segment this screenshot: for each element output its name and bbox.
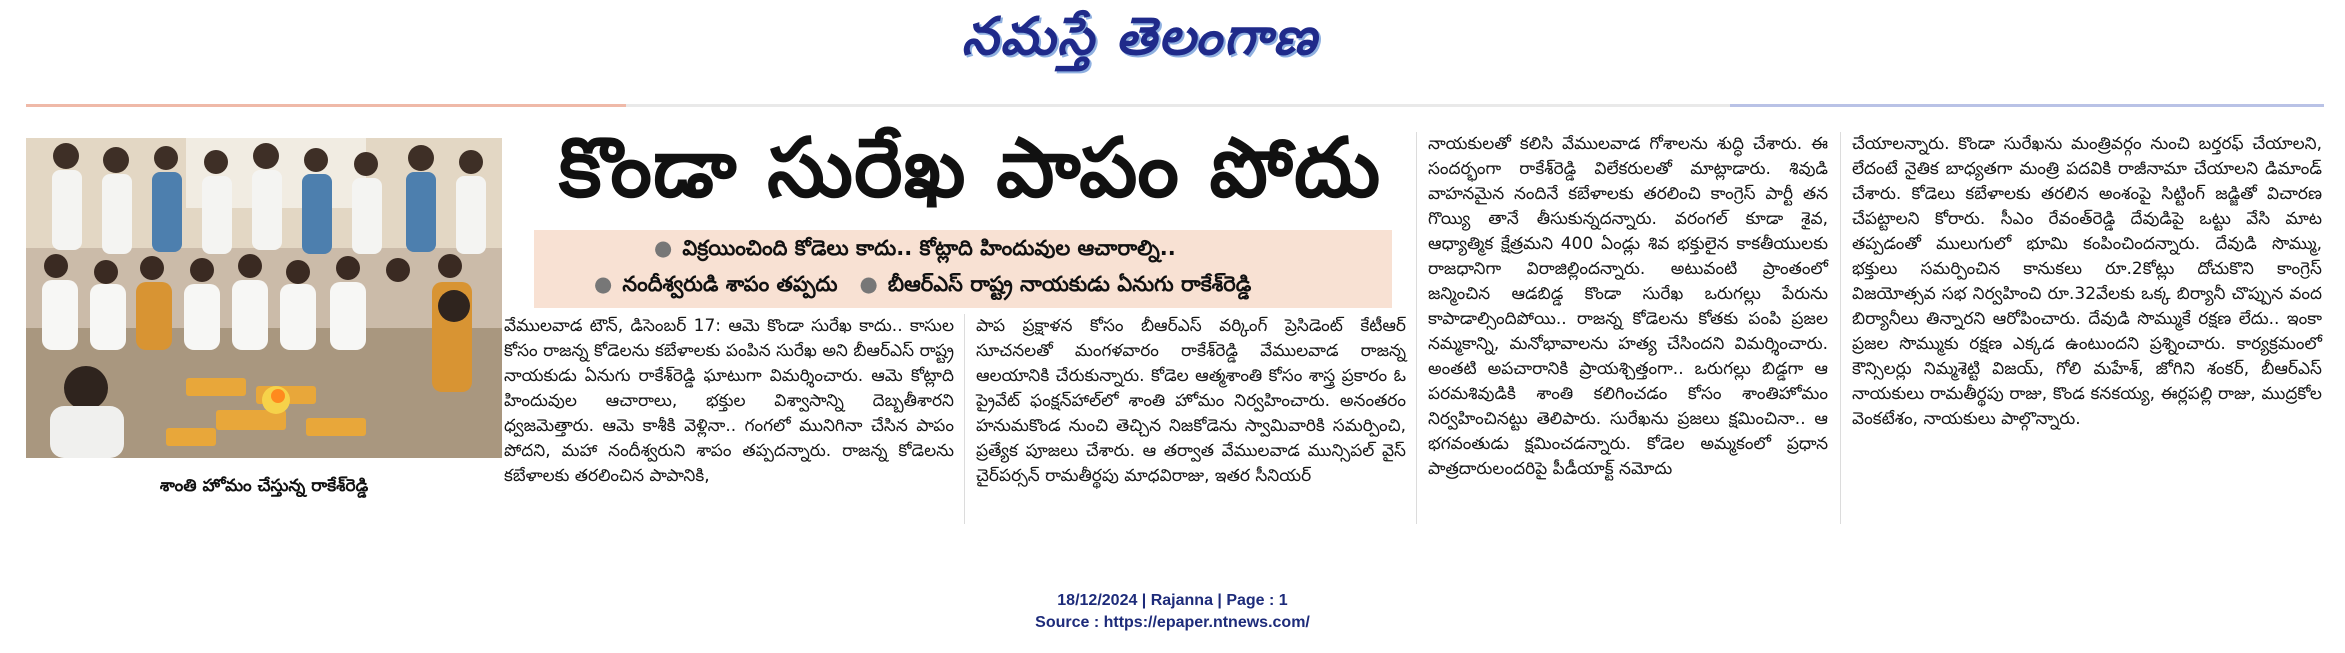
deck-line-2a-text: నందీశ్వరుడి శాపం తప్పదు <box>622 272 838 296</box>
column-divider <box>1840 132 1841 524</box>
article-column-4: చేయాలన్నారు. కొండా సురేఖను మంత్రివర్గం నుంచి బర్తరఫ్ చేయాలని, లేదంటే నైతిక బాధ్యతగా మంత్రి పదవికి రాజీనామా చేయాలని డిమాండ్ చేశారు. కోడెలు కబేళాలకు తరలిన అంశంపై సిట్టింగ్ జడ్జితో విచారణ చేపట్టాలని కోరారు. సీఎం రేవంత్‌రెడ్డి దేవుడిపై ఒట్టు వేసి మాట తప్పడంతో ములుగులో భూమి కంపించిందన్నారు. దేవుడి సొమ్ము, భక్తులు సమర్పించిన కానుకలు రూ.2కోట్లు దోచుకొని కాంగ్రెస్ విజయోత్సవ సభ నిర్వహించి రూ.32వేలకు ఒక్క బిర్యానీ చొప్పున వంద బిర్యానీలు తిన్నారని ఆరోపించారు. దేవుడి సొమ్ముకే రక్షణ లేదు.. ఇంకా ప్రజల సొమ్ముకు రక్షణ ఎక్కడ ఉంటుందని ప్రశ్నించారు. కార్యక్రమంలో కౌన్సిలర్లు నిమ్మశెట్టి విజయ్, గోలి మహేశ్, జోగిని శంకర్, బీఆర్‌ఎస్ నాయకులు రామతీర్థపు రాజు, కొండ కనకయ్య, ఈర్లపల్లి రాజు, ముద్రకోల వెంకటేశం, నాయకులు పాల్గొన్నారు. <box>1852 134 2322 429</box>
column-divider <box>964 314 965 524</box>
deck-line-2 <box>594 272 1251 302</box>
article-deck <box>534 230 1392 308</box>
footer-date-page: 18/12/2024 | Rajanna | Page : 1 <box>1057 592 1288 609</box>
deck-line-2b-text: బీఆర్‌ఎస్ రాష్ట్ర నాయకుడు ఏనుగు రాకేశ్‌రెడ్డి <box>887 272 1252 296</box>
news-photo <box>26 138 502 458</box>
masthead-title: నమస్తే తెలంగాణ <box>961 6 1319 67</box>
masthead-rule-middle <box>626 104 1730 107</box>
bullet-icon: ● <box>654 236 673 260</box>
bullet-icon: ● <box>859 272 878 296</box>
article-column-3: నాయకులతో కలిసి వేములవాడ గోశాలను శుద్ధి చేశారు. ఈ సందర్భంగా రాకేశ్‌రెడ్డి విలేకరులతో మాట్లాడారు. శివుడి వాహనమైన నందినే కబేళాలకు తరలించి కాంగ్రెస్ పార్టీ తన గొయ్యి తానే తీసుకున్నదన్నారు. వరంగల్ కూడా శైవ, ఆధ్యాత్మిక క్షేత్రమని 400 ఏండ్లు శివ భక్తులైన కాకతీయులకు రాజధానిగా విరాజిల్లిందన్నారు. అటువంటి ప్రాంతంలో జన్మించిన ఆడబిడ్డ కొండా సురేఖ ఒరుగల్లు పేరును కాపాడాల్సిందిపోయి.. రాజన్న కోడెలను కోతకు పంపి ప్రజల నమ్మకాన్ని, మనోభావాలను హత్య చేసిందని విమర్శించారు. అంతటి అపచారానికి ప్రాయశ్చిత్తంగా.. ఒరుగల్లు బిడ్డగా ఆ పరమశివుడికి శాంతి కలిగించడం కోసం శాంతిహోమం నిర్వహించినట్టు తెలిపారు. సురేఖను ప్రజలు క్షమించినా.. ఆ భగవంతుడు క్షమించడన్నారు. కోడెల అమ్మకంలో ప్రధాన పాత్రదారులందరిపై పీడీయాక్ట్ నమోదు <box>1428 134 1828 479</box>
article-column-2: పాప ప్రక్షాళన కోసం బీఆర్‌ఎస్ వర్కింగ్ ప్రెసిడెంట్ కేటీఆర్ సూచనలతో మంగళవారం రాకేశ్‌రెడ్డి వేములవాడ రాజన్న ఆలయానికి చేరుకున్నారు. కోడెల ఆత్మశాంతి కోసం శాస్త్ర ప్రకారం ఓ ప్రైవేట్ ఫంక్షన్‌హాల్‌లో శాంతి హోమం నిర్వహించారు. అనంతరం హనుమకొండ నుంచి తెచ్చిన నిజకోడెను స్వామివారికి సమర్పించి, ప్రత్యేక పూజలు చేశారు. ఆ తర్వాత వేములవాడ మున్సిపల్ వైస్ చైర్‌పర్సన్ రామతీర్థపు మాధవిరాజు, ఇతర సీనియర్ <box>976 316 1406 486</box>
photo-caption: శాంతి హోమం చేస్తున్న రాకేశ్‌రెడ్డి <box>159 476 369 496</box>
column-divider <box>1416 132 1417 524</box>
masthead-rule-left <box>26 104 626 107</box>
footer-source-link[interactable]: Source : https://epaper.ntnews.com/ <box>1035 614 1310 631</box>
headline-text: కొండా సురేఖ పాపం పోదు <box>558 120 1382 216</box>
newspaper-masthead <box>900 8 1380 78</box>
masthead-rule-right <box>1730 104 2324 107</box>
deck-line-1-text: విక్రయించింది కోడెలు కాదు.. కోట్లాది హిందువుల ఆచారాల్ని.. <box>682 236 1176 260</box>
news-photo-illustration <box>26 138 502 458</box>
bullet-icon: ● <box>594 272 613 296</box>
deck-line-1 <box>654 236 1176 266</box>
article-headline <box>540 120 1400 230</box>
article-column-1: వేములవాడ టౌన్, డిసెంబర్ 17: ఆమె కొండా సురేఖ కాదు.. కాసుల కోసం రాజన్న కోడెలను కబేళాలకు పంపిన సురేఖ అని బీఆర్‌ఎస్ రాష్ట్ర నాయకుడు ఏనుగు రాకేశ్‌రెడ్డి ఘాటుగా విమర్శించారు. ఆమె కోట్లాది హిందువుల ఆచారాలు, భక్తుల విశ్వాసాన్ని దెబ్బతీశారని ధ్వజమెత్తారు. ఆమె కాశీకి వెళ్లినా.. గంగలో మునిగినా చేసిన పాపం పోదని, మహా నందీశ్వరుని శాపం తప్పదన్నారు. రాజన్న కోడెలను కబేళాలకు తరలించిన పాపానికి, <box>504 316 954 486</box>
